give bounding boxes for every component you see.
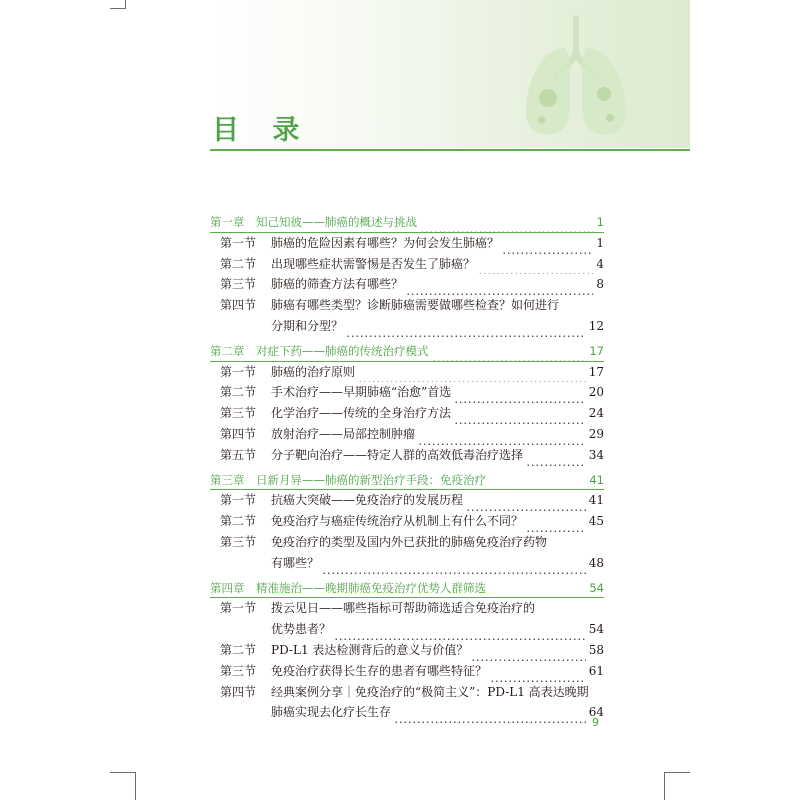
dot-leader xyxy=(526,511,586,532)
toc-section-row xyxy=(210,640,604,661)
chapter-label: 第四章 xyxy=(210,580,245,595)
dot-leader xyxy=(418,424,586,445)
section-title: 肺癌的危险因素有哪些？为何会发生肺癌？ xyxy=(271,235,500,250)
dot-leader xyxy=(394,702,586,723)
section-label: 第二节 xyxy=(220,642,257,657)
chapter-title: 日新月异——肺癌的新型治疗手段：免疫治疗 xyxy=(256,472,486,487)
page-ref: 41 xyxy=(589,472,604,487)
dot-leader xyxy=(454,403,586,424)
toc-section-row xyxy=(210,445,604,466)
section-title: 免疫治疗获得长生存的患者有哪些特征？ xyxy=(271,663,488,678)
toc-section-row xyxy=(210,295,604,316)
dot-leader xyxy=(502,233,593,254)
title-rule xyxy=(210,149,690,151)
page-ref: 1 xyxy=(596,235,604,250)
section-label: 第五节 xyxy=(220,447,257,462)
section-label: 第二节 xyxy=(220,514,257,529)
section-title: 放射治疗——局部控制肿瘤 xyxy=(271,426,416,441)
dot-leader xyxy=(334,619,586,640)
page-title: 目 录 xyxy=(212,115,312,146)
toc-section-row xyxy=(210,424,604,445)
page-ref: 54 xyxy=(588,622,604,637)
dot-leader xyxy=(322,553,586,574)
dot-leader xyxy=(432,341,586,362)
crop-mark xyxy=(110,772,136,773)
section-title: 分子靶向治疗——特定人群的高效低毒治疗选择 xyxy=(271,447,524,462)
section-title: 化学治疗——传统的全身治疗方法 xyxy=(271,406,452,421)
section-label: 第三节 xyxy=(220,534,257,549)
dot-leader xyxy=(471,640,586,661)
section-label: 第四节 xyxy=(220,298,257,313)
dot-leader xyxy=(490,661,586,682)
dot-leader xyxy=(346,316,586,337)
section-title: 肺癌实现去化疗长生存 xyxy=(271,705,392,720)
page-ref: 41 xyxy=(588,493,604,508)
section-label: 第四节 xyxy=(220,426,257,441)
page-ref: 58 xyxy=(588,642,604,657)
page-ref: 24 xyxy=(588,406,604,421)
toc-section-row xyxy=(210,702,604,723)
section-title: 肺癌的治疗原则 xyxy=(271,364,356,379)
toc-section-row xyxy=(210,511,604,532)
table-of-contents xyxy=(210,212,604,727)
section-label: 第二节 xyxy=(220,256,257,271)
crop-mark xyxy=(664,772,665,800)
section-title: 肺癌有哪些类型？诊断肺癌需要做哪些检查？如何进行 xyxy=(271,298,560,313)
section-title: 手术治疗——早期肺癌“治愈”首选 xyxy=(271,385,452,400)
section-title: 拨云见日——哪些指标可帮助筛选适合免疫治疗的 xyxy=(271,601,536,616)
chapter-title: 知己知彼——肺癌的概述与挑战 xyxy=(256,215,417,229)
dot-leader xyxy=(489,470,586,491)
toc-section-row xyxy=(210,316,604,337)
section-title: 免疫治疗的类型及国内外已获批的肺癌免疫治疗药物 xyxy=(271,534,548,549)
toc-chapter-row xyxy=(210,341,604,362)
toc-section-row xyxy=(210,532,604,553)
section-label: 第一节 xyxy=(220,493,257,508)
page-ref: 12 xyxy=(588,318,604,333)
section-label: 第三节 xyxy=(220,277,257,292)
toc-section-row xyxy=(210,233,604,254)
dot-leader xyxy=(406,274,593,295)
chapter-spacer xyxy=(210,723,604,727)
toc-chapter-row xyxy=(210,470,604,491)
section-label: 第三节 xyxy=(220,663,257,678)
toc-section-row xyxy=(210,403,604,424)
toc-section-row xyxy=(210,553,604,574)
page-ref: 17 xyxy=(588,364,604,379)
toc-section-row xyxy=(210,619,604,640)
page-ref: 48 xyxy=(588,555,604,570)
page-ref: 4 xyxy=(596,256,604,271)
lung-illustration xyxy=(520,14,640,142)
dot-leader xyxy=(454,382,586,403)
section-title: 出现哪些症状需警惕是否发生了肺癌？ xyxy=(271,256,476,271)
section-title: PD-L1 表达检测背后的意义与价值？ xyxy=(271,642,469,657)
toc-section-row xyxy=(210,682,604,703)
dot-leader xyxy=(358,362,586,383)
section-label: 第一节 xyxy=(220,601,257,616)
page-ref: 61 xyxy=(588,663,604,678)
dot-leader xyxy=(489,578,586,599)
page-ref: 1 xyxy=(596,215,604,229)
section-title: 抗癌大突破——免疫治疗的发展历程 xyxy=(271,493,464,508)
toc-section-row xyxy=(210,274,604,295)
page-ref: 45 xyxy=(588,514,604,529)
toc-chapter-row xyxy=(210,578,604,599)
toc-section-row xyxy=(210,362,604,383)
dot-leader xyxy=(420,212,594,233)
toc-section-row xyxy=(210,382,604,403)
crop-mark xyxy=(125,0,126,8)
page-ref: 29 xyxy=(588,426,604,441)
crop-mark xyxy=(135,772,136,800)
section-label: 第一节 xyxy=(220,364,257,379)
page-ref: 20 xyxy=(588,385,604,400)
dot-leader xyxy=(526,445,586,466)
crop-mark xyxy=(110,8,126,9)
toc-section-row xyxy=(210,254,604,275)
section-label: 第一节 xyxy=(220,235,257,250)
chapter-label: 第二章 xyxy=(210,343,245,358)
page-ref: 34 xyxy=(588,447,604,462)
page-ref: 8 xyxy=(596,277,604,292)
chapter-label: 第三章 xyxy=(210,472,245,487)
page-ref: 17 xyxy=(589,343,604,358)
section-title: 肺癌的筛查方法有哪些？ xyxy=(271,277,404,292)
toc-section-row xyxy=(210,490,604,511)
section-label: 第三节 xyxy=(220,406,257,421)
section-label: 第二节 xyxy=(220,385,257,400)
toc-section-row xyxy=(210,598,604,619)
page-number: 9 xyxy=(592,716,599,729)
section-title: 有哪些？ xyxy=(271,555,320,570)
dot-leader xyxy=(478,254,593,275)
section-title: 优势患者？ xyxy=(271,622,332,637)
toc-section-row xyxy=(210,661,604,682)
chapter-title: 精准施治——晚期肺癌免疫治疗优势人群筛选 xyxy=(256,580,486,595)
chapter-label: 第一章 xyxy=(210,215,245,229)
section-title: 经典案例分享｜免疫治疗的“极简主义”：PD-L1 高表达晚期 xyxy=(271,684,589,699)
section-title: 免疫治疗与癌症传统治疗从机制上有什么不同？ xyxy=(271,514,524,529)
section-title: 分期和分型？ xyxy=(271,318,344,333)
toc-chapter-row xyxy=(210,212,604,233)
crop-mark xyxy=(664,772,690,773)
chapter-title: 对症下药——肺癌的传统治疗模式 xyxy=(256,343,429,358)
page-ref: 54 xyxy=(589,580,604,595)
page-ref: 64 xyxy=(588,705,604,720)
section-label: 第四节 xyxy=(220,684,257,699)
dot-leader xyxy=(466,490,586,511)
